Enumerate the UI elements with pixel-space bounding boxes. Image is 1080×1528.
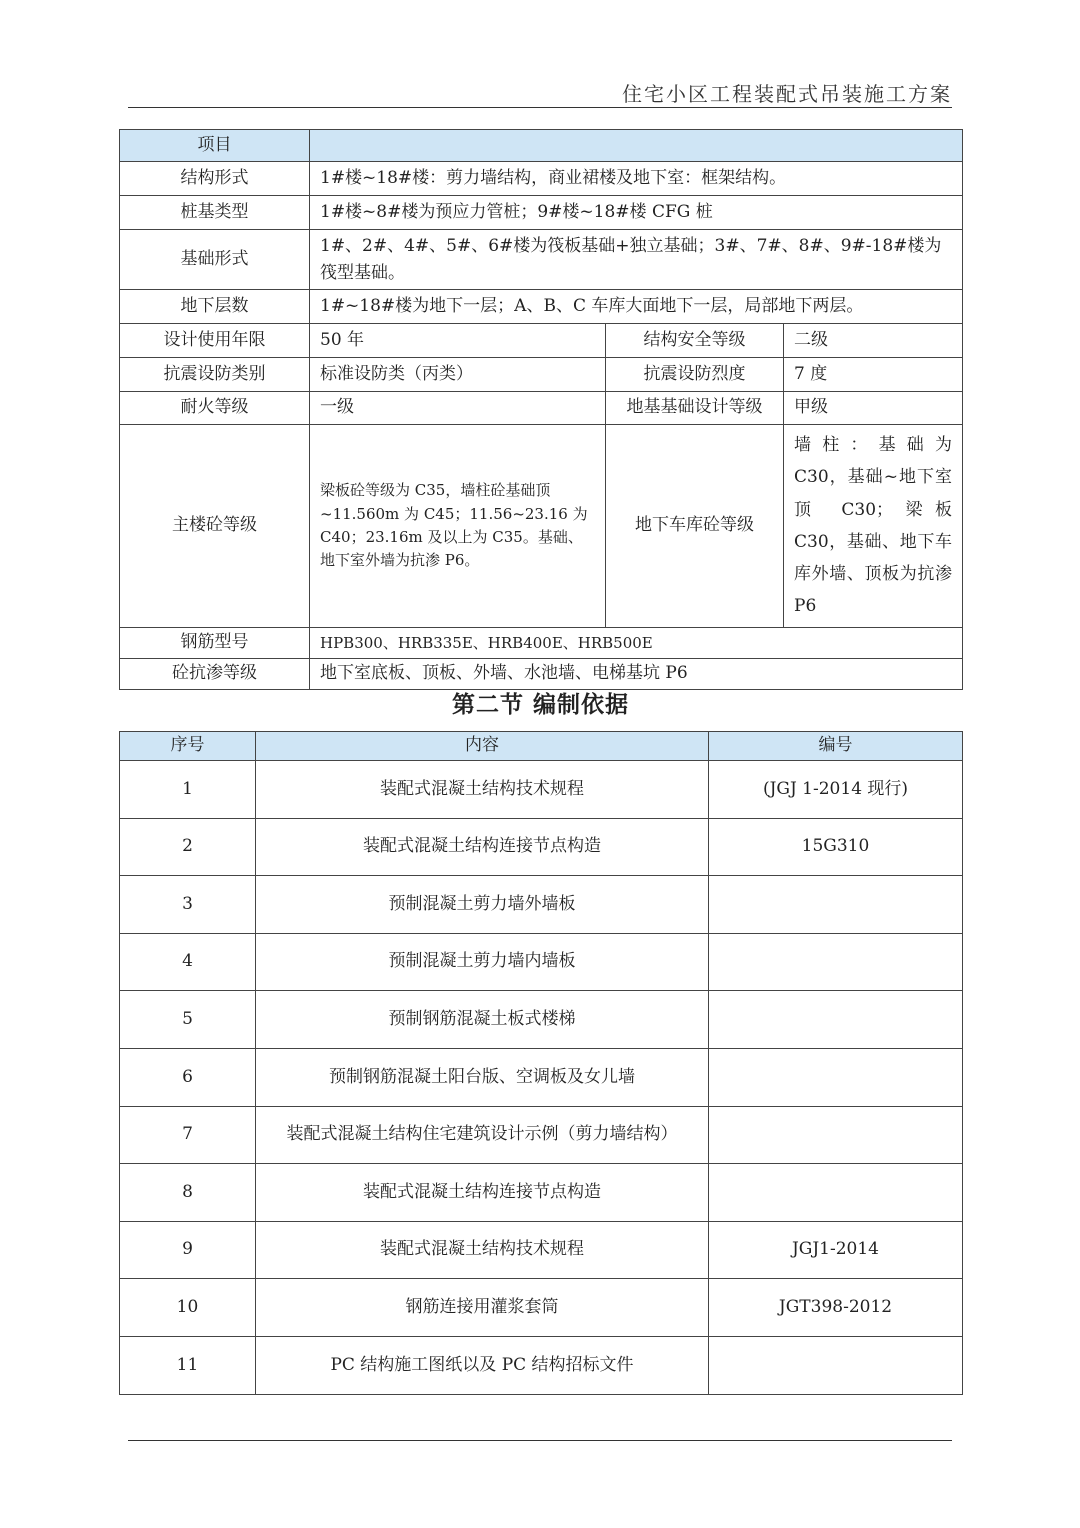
page-header: 住宅小区工程装配式吊装施工方案 <box>622 82 952 106</box>
row-label: 钢筋型号 <box>120 627 310 658</box>
table-row <box>120 876 963 934</box>
table-row <box>120 761 963 819</box>
row-number: 3 <box>120 876 256 934</box>
table-row <box>120 933 963 991</box>
row-content: 装配式混凝土结构连接节点构造 <box>256 818 709 876</box>
row-code <box>709 991 963 1049</box>
header-no: 序号 <box>120 732 256 761</box>
row-label: 砼抗渗等级 <box>120 658 310 689</box>
row-value: 标准设防类（丙类） <box>310 358 606 392</box>
row-label-2: 地基基础设计等级 <box>606 392 784 425</box>
row-code <box>709 1336 963 1394</box>
table-row <box>120 425 963 628</box>
table-row <box>120 1221 963 1279</box>
table-row <box>120 627 963 658</box>
row-label: 地下层数 <box>120 290 310 324</box>
row-value: 50 年 <box>310 324 606 358</box>
row-label: 设计使用年限 <box>120 324 310 358</box>
table-row <box>120 196 963 230</box>
table-row <box>120 1279 963 1337</box>
row-label-2: 结构安全等级 <box>606 324 784 358</box>
row-label: 结构形式 <box>120 162 310 196</box>
info-header-row <box>120 130 963 162</box>
row-value: 1#楼~18#楼：剪力墙结构，商业裙楼及地下室：框架结构。 <box>310 162 963 196</box>
row-code: JGT398-2012 <box>709 1279 963 1337</box>
row-value-2: 墙柱：基础为 C30，基础~地下室顶 C30；梁板 C30，基础、地下车库外墙、顶板为抗渗 P6 <box>784 425 963 628</box>
row-label: 基础形式 <box>120 230 310 290</box>
row-number: 6 <box>120 1048 256 1106</box>
table-row <box>120 818 963 876</box>
row-number: 11 <box>120 1336 256 1394</box>
row-number: 1 <box>120 761 256 819</box>
row-content: 钢筋连接用灌浆套筒 <box>256 1279 709 1337</box>
table-row <box>120 658 963 689</box>
row-code <box>709 876 963 934</box>
row-number: 8 <box>120 1164 256 1222</box>
row-content: 预制混凝土剪力墙外墙板 <box>256 876 709 934</box>
section-title: 第二节 编制依据 <box>451 692 629 718</box>
table-row <box>120 1106 963 1164</box>
basis-table-body <box>120 761 963 1395</box>
row-label: 抗震设防类别 <box>120 358 310 392</box>
row-value-2: 二级 <box>784 324 963 358</box>
row-number: 4 <box>120 933 256 991</box>
footer-rule <box>128 1440 952 1441</box>
row-label: 桩基类型 <box>120 196 310 230</box>
row-value: 1#楼~8#楼为预应力管桩；9#楼~18#楼 CFG 桩 <box>310 196 963 230</box>
row-code <box>709 933 963 991</box>
row-content: 预制混凝土剪力墙内墙板 <box>256 933 709 991</box>
row-content: 装配式混凝土结构技术规程 <box>256 1221 709 1279</box>
header-rule <box>128 107 952 108</box>
info-header-label: 项目 <box>120 130 310 162</box>
basis-header-row <box>120 732 963 761</box>
row-label-2: 地下车库砼等级 <box>606 425 784 628</box>
row-code <box>709 1106 963 1164</box>
row-code: JGJ1-2014 <box>709 1221 963 1279</box>
row-label-2: 抗震设防烈度 <box>606 358 784 392</box>
table-row <box>120 290 963 324</box>
row-content: 预制钢筋混凝土板式楼梯 <box>256 991 709 1049</box>
row-number: 5 <box>120 991 256 1049</box>
row-content: 装配式混凝土结构技术规程 <box>256 761 709 819</box>
row-number: 9 <box>120 1221 256 1279</box>
row-value: 1#、2#、4#、5#、6#楼为筏板基础+独立基础；3#、7#、8#、9#-18#楼为筏型基础。 <box>310 230 963 290</box>
table-row <box>120 324 963 358</box>
row-value-2: 甲级 <box>784 392 963 425</box>
row-value: 地下室底板、顶板、外墙、水池墙、电梯基坑 P6 <box>310 658 963 689</box>
table-row <box>120 162 963 196</box>
row-number: 2 <box>120 818 256 876</box>
table-row <box>120 991 963 1049</box>
row-value: 一级 <box>310 392 606 425</box>
header-code: 编号 <box>709 732 963 761</box>
row-code: 15G310 <box>709 818 963 876</box>
row-label: 主楼砼等级 <box>120 425 310 628</box>
row-content: 装配式混凝土结构住宅建筑设计示例（剪力墙结构） <box>256 1106 709 1164</box>
table-row <box>120 1336 963 1394</box>
row-code <box>709 1048 963 1106</box>
table-row <box>120 392 963 425</box>
row-number: 7 <box>120 1106 256 1164</box>
row-code: (JGJ 1-2014 现行) <box>709 761 963 819</box>
compilation-basis-table <box>119 731 963 1395</box>
row-number: 10 <box>120 1279 256 1337</box>
row-content: PC 结构施工图纸以及 PC 结构招标文件 <box>256 1336 709 1394</box>
project-info-table <box>119 129 963 690</box>
row-code <box>709 1164 963 1222</box>
row-value-2: 7 度 <box>784 358 963 392</box>
info-header-value <box>310 130 963 162</box>
table-row <box>120 358 963 392</box>
table-row <box>120 230 963 290</box>
row-value: 1#~18#楼为地下一层；A、B、C 车库大面地下一层，局部地下两层。 <box>310 290 963 324</box>
row-value: 梁板砼等级为 C35，墙柱砼基础顶~11.560m 为 C45；11.56~23.16 为 C40；23.16m 及以上为 C35。基础、地下室外墙为抗渗 P6。 <box>310 425 606 628</box>
table-row <box>120 1048 963 1106</box>
row-content: 装配式混凝土结构连接节点构造 <box>256 1164 709 1222</box>
header-content: 内容 <box>256 732 709 761</box>
row-content: 预制钢筋混凝土阳台版、空调板及女儿墙 <box>256 1048 709 1106</box>
row-label: 耐火等级 <box>120 392 310 425</box>
table-row <box>120 1164 963 1222</box>
row-value: HPB300、HRB335E、HRB400E、HRB500E <box>310 627 963 658</box>
